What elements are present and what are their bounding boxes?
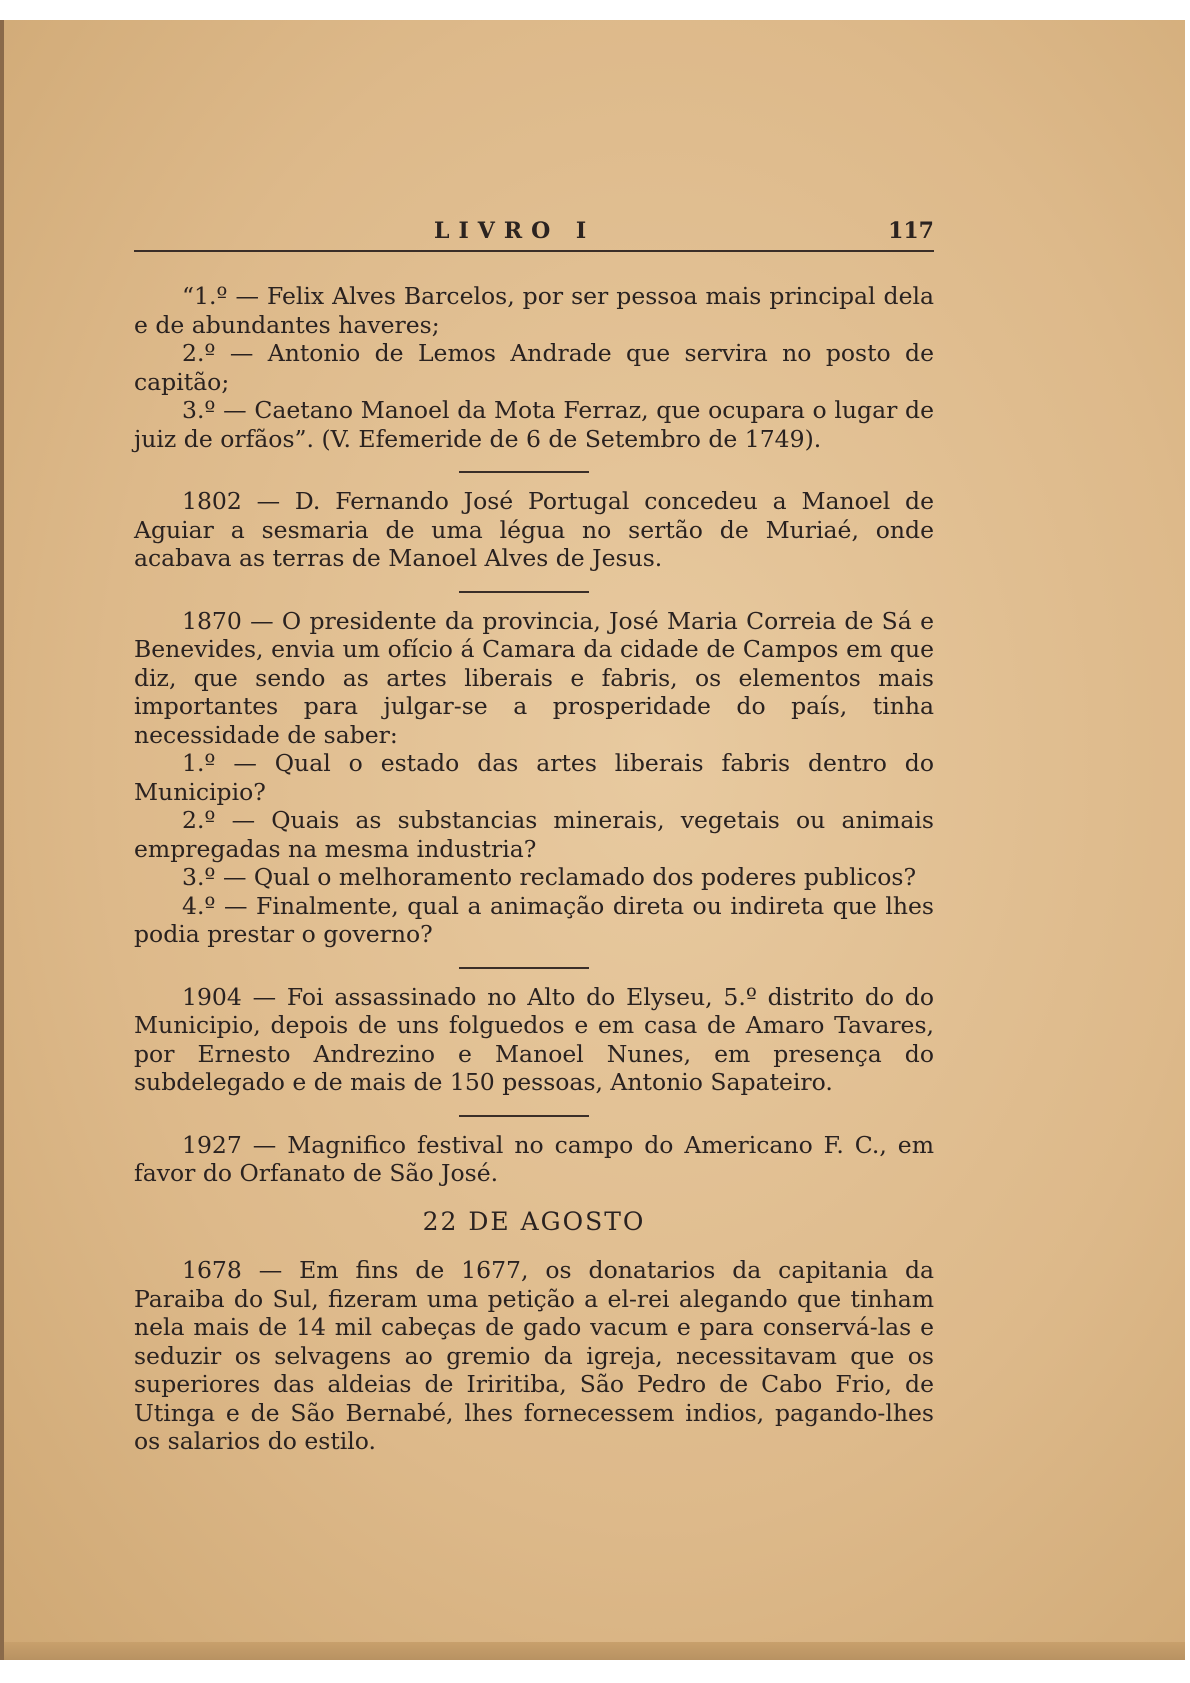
entry-divider — [459, 591, 589, 593]
paragraph: 1802 — D. Fernando José Portugal concedeu a Manoel de Aguiar a sesmaria de uma légua no sertão de Muriaé, onde acabava as terras de Manoel Alves de Jesus. — [134, 487, 934, 572]
paragraph: 3.º — Qual o melhoramento reclamado dos poderes publicos? — [182, 863, 917, 891]
section-title: 22 DE AGOSTO — [422, 1206, 646, 1236]
paragraph: 1870 — O presidente da provincia, José Maria Correia de Sá e Benevides, envia um ofício á Camara da cidade de Campos em que diz, que sendo as artes liberais e fabris, os elementos mais importantes para julgar-se a prosperidade do país, tinha necessidade de saber: — [134, 606, 934, 749]
paragraph: 1904 — Foi assassinado no Alto do Elyseu, 5.º distrito do do Municipio, depois de uns folguedos e em casa de Amaro Tavares, por Ernesto Andrezino e Manoel Nunes, em presença do subdelegado e de mais de 150 pessoas, Antonio Sapateiro. — [134, 982, 934, 1096]
paragraph: 4.º — Finalmente, qual a animação direta ou indireta que lhes podia prestar o governo? — [134, 891, 934, 948]
paragraph: 1927 — Magnifico festival no campo do Americano F. C., em favor do Orfanato de São José. — [134, 1130, 934, 1187]
running-head: LIVRO I — [434, 218, 596, 244]
paragraph: 3.º — Caetano Manoel da Mota Ferraz, que ocupara o lugar de juiz de orfãos”. (V. Efemeride de 6 de Setembro de 1749). — [134, 396, 934, 453]
entry-divider — [459, 471, 589, 473]
book-page — [0, 20, 1185, 1660]
header-rule — [134, 250, 934, 252]
paragraph: 2.º — Antonio de Lemos Andrade que servira no posto de capitão; — [134, 339, 934, 396]
entry-divider — [459, 1115, 589, 1117]
page-header — [134, 218, 934, 254]
paragraph: 1.º — Qual o estado das artes liberais fabris dentro do Municipio? — [134, 749, 934, 806]
paragraph: 2.º — Quais as substancias minerais, vegetais ou animais empregadas na mesma industria? — [134, 806, 934, 863]
paragraph: “1.º — Felix Alves Barcelos, por ser pessoa mais principal dela e de abundantes haveres; — [134, 282, 934, 339]
page-body — [134, 282, 934, 1456]
page-number: 117 — [888, 218, 934, 244]
paragraph: 1678 — Em fins de 1677, os donatarios da capitania da Paraiba do Sul, fizeram uma petição a el-rei alegando que tinham nela mais de 14 mil cabeças de gado vacum e para conservá-las e seduzir os selvagens ao gremio da igreja, necessitavam que os superiores das aldeias de Iriritiba, São Pedro de Cabo Frio, de Utinga e de São Bernabé, lhes fornecessem indios, pagando-lhes os salarios do estilo. — [134, 1256, 934, 1455]
entry-divider — [459, 967, 589, 969]
page-edge — [4, 1642, 1185, 1660]
